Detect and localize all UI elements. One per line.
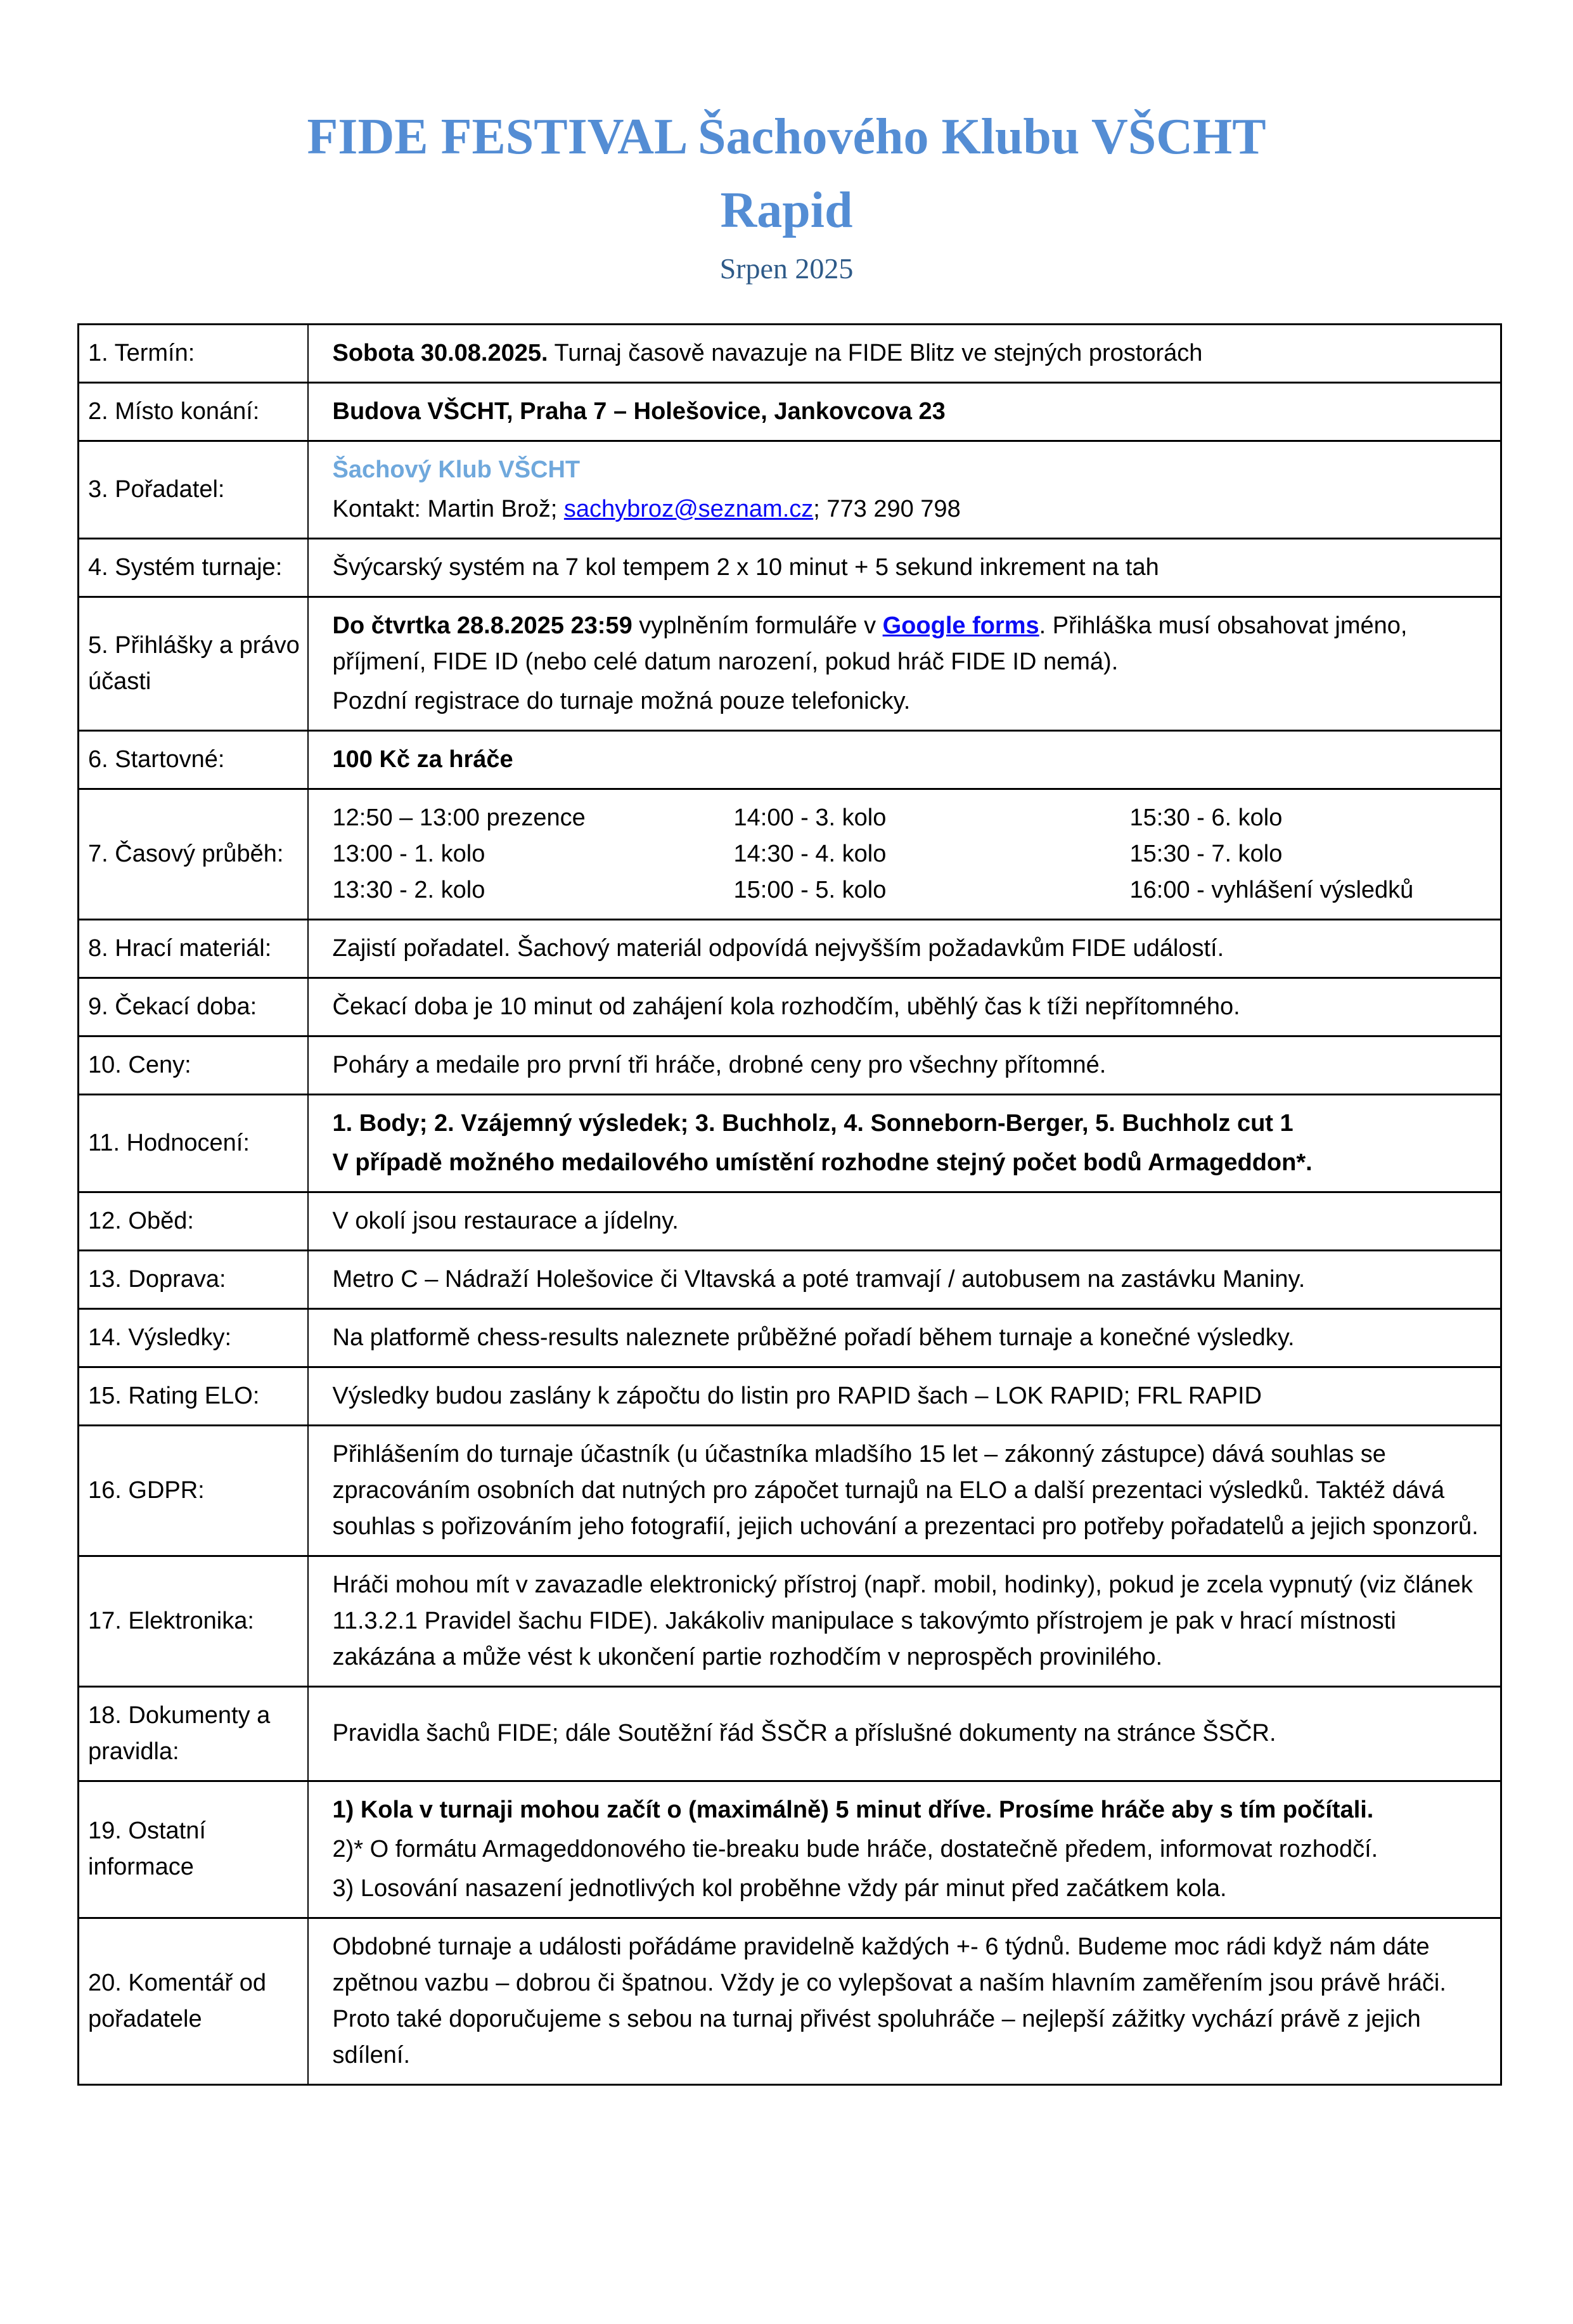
- row-label-startovne: 6. Startovné:: [79, 730, 308, 789]
- table-row-misto-konani: [79, 382, 1501, 441]
- schedule-item: 15:30 - 6. kolo: [1129, 804, 1283, 831]
- table-row-termin: [79, 324, 1501, 382]
- row-value-rating-elo: [308, 1367, 1501, 1425]
- schedule-grid: [333, 800, 1482, 908]
- paragraph: [333, 1929, 1482, 2074]
- paragraph: [333, 394, 1482, 430]
- row-label-vysledky: 14. Výsledky:: [79, 1308, 308, 1367]
- text-segment: 100 Kč za hráče: [332, 746, 513, 773]
- paragraph: [333, 742, 1482, 778]
- row-label-gdpr: 16. GDPR:: [79, 1425, 308, 1556]
- row-value-misto-konani: [308, 382, 1501, 441]
- table-body: [79, 324, 1501, 2084]
- text-segment: 2)* O formátu Armageddonového tie-breaku bude hráče, dostatečně předem, informovat rozhodčí.: [332, 1835, 1378, 1862]
- paragraph: [333, 1047, 1482, 1083]
- text-segment: Zajistí pořadatel. Šachový materiál odpovídá nejvyšším požadavkům FIDE událostí.: [332, 934, 1224, 962]
- text-segment: vyplněním formuláře v: [632, 612, 883, 639]
- row-label-prihlasky: 5. Přihlášky a právo účasti: [79, 597, 308, 730]
- schedule-item: 13:00 - 1. kolo: [332, 840, 485, 867]
- title-line-2: Rapid: [720, 183, 853, 238]
- table-row-cekaci-doba: [79, 978, 1501, 1036]
- row-value-poradatel: [308, 441, 1501, 538]
- row-value-gdpr: [308, 1425, 1501, 1556]
- row-label-system-turnaje: 4. Systém turnaje:: [79, 538, 308, 597]
- row-value-dokumenty: [308, 1686, 1501, 1781]
- paragraph: [333, 1871, 1482, 1907]
- row-value-ceny: [308, 1036, 1501, 1094]
- row-value-vysledky: [308, 1308, 1501, 1367]
- row-label-hodnoceni: 11. Hodnocení:: [79, 1094, 308, 1192]
- row-value-ostatni-informace: [308, 1781, 1501, 1918]
- table-row-gdpr: [79, 1425, 1501, 1556]
- text-segment: . Přihláška musí obsahovat jméno, příjmení, FIDE ID (nebo celé datum narození, pokud hráč FIDE ID nemá).: [332, 612, 1408, 675]
- row-label-hraci-material: 8. Hrací materiál:: [79, 919, 308, 978]
- schedule-column-2: [734, 800, 1130, 908]
- row-label-elektronika: 17. Elektronika:: [79, 1556, 308, 1686]
- schedule-item: 15:00 - 5. kolo: [733, 876, 887, 903]
- text-segment: 1) Kola v turnaji mohou začít o (maximálně) 5 minut dříve. Prosíme hráče aby s tím počítali.: [332, 1796, 1374, 1823]
- table-row-komentar: [79, 1918, 1501, 2084]
- schedule-item: 12:50 – 13:00 prezence: [332, 804, 586, 831]
- text-segment: Budova VŠCHT, Praha 7 – Holešovice, Jankovcova 23: [332, 397, 946, 425]
- paragraph: [333, 550, 1482, 586]
- row-value-cekaci-doba: [308, 978, 1501, 1036]
- text-segment: Do čtvrtka 28.8.2025 23:59: [332, 612, 632, 639]
- text-segment: Obdobné turnaje a události pořádáme pravidelně každých +- 6 týdnů. Budeme moc rádi když nám dáte zpětnou vazbu – dobrou či špatnou. Vždy je co vylepšovat a naším hlavním zaměřením jsou právě hráči. Proto také doporučujeme s sebou na turnaj přivést spoluhráče – nejlepší zážitky vychází právě z jejich sdílení.: [332, 1933, 1446, 2069]
- row-value-casovy-prubeh: [308, 789, 1501, 919]
- paragraph: [333, 989, 1482, 1025]
- schedule-item: 13:30 - 2. kolo: [332, 876, 485, 903]
- text-segment: Čekací doba je 10 minut od zahájení kola rozhodčím, uběhlý čas k tíži nepřítomného.: [332, 993, 1240, 1020]
- table-row-dokumenty: [79, 1686, 1501, 1781]
- paragraph: [333, 1320, 1482, 1356]
- table-row-rating-elo: [79, 1367, 1501, 1425]
- row-value-elektronika: [308, 1556, 1501, 1686]
- paragraph: [333, 683, 1482, 720]
- row-label-komentar: 20. Komentář od pořadatele: [79, 1918, 308, 2084]
- table-row-vysledky: [79, 1308, 1501, 1367]
- text-segment: 3) Losování nasazení jednotlivých kol proběhne vždy pár minut před začátkem kola.: [332, 1875, 1227, 1902]
- table-row-elektronika: [79, 1556, 1501, 1686]
- row-value-hodnoceni: [308, 1094, 1501, 1192]
- club-name: Šachový Klub VŠCHT: [332, 456, 581, 483]
- text-segment: Kontakt: Martin Brož;: [332, 495, 564, 522]
- schedule-item: 16:00 - vyhlášení výsledků: [1129, 876, 1414, 903]
- document-page: [0, 100, 1573, 2324]
- text-segment: Hráči mohou mít v zavazadle elektronický přístroj (např. mobil, hodinky), pokud je zcela vypnutý (viz článek 11.3.2.1 Pravidel šachu FIDE). Jakákoliv manipulace s takovýmto přístrojem je pak v hrací místnosti zakázána a může vést k ukončení partie rozhodčím v neprospěch provinilého.: [332, 1571, 1473, 1670]
- text-segment: Metro C – Nádraží Holešovice či Vltavská a poté tramvají / autobusem na zastávku Maniny.: [332, 1265, 1306, 1293]
- row-label-dokumenty: 18. Dokumenty a pravidla:: [79, 1686, 308, 1781]
- row-label-ceny: 10. Ceny:: [79, 1036, 308, 1094]
- paragraph: [333, 1262, 1482, 1298]
- table-row-hodnoceni: [79, 1094, 1501, 1192]
- row-value-obed: [308, 1192, 1501, 1250]
- text-segment: Poháry a medaile pro první tři hráče, drobné ceny pro všechny přítomné.: [332, 1051, 1107, 1078]
- row-label-doprava: 13. Doprava:: [79, 1250, 308, 1308]
- paragraph: [333, 1831, 1482, 1868]
- table-row-ostatni-informace: [79, 1781, 1501, 1918]
- table-row-ceny: [79, 1036, 1501, 1094]
- text-segment: V okolí jsou restaurace a jídelny.: [332, 1207, 679, 1234]
- google-forms-link[interactable]: Google forms: [882, 612, 1039, 639]
- document-subtitle: Srpen 2025: [719, 252, 854, 285]
- row-label-poradatel: 3. Pořadatel:: [79, 441, 308, 538]
- paragraph: [333, 1436, 1482, 1545]
- paragraph: [333, 1106, 1482, 1142]
- paragraph: [333, 608, 1482, 680]
- row-label-casovy-prubeh: 7. Časový průběh:: [79, 789, 308, 919]
- paragraph: [333, 452, 1482, 488]
- text-segment: Na platformě chess-results naleznete průběžné pořadí během turnaje a konečné výsledky.: [332, 1324, 1295, 1351]
- text-segment: Výsledky budou zaslány k zápočtu do listin pro RAPID šach – LOK RAPID; FRL RAPID: [332, 1382, 1262, 1409]
- paragraph: [333, 335, 1482, 371]
- text-segment: 1. Body; 2. Vzájemný výsledek; 3. Buchholz, 4. Sonneborn-Berger, 5. Buchholz cut 1: [332, 1109, 1294, 1137]
- text-segment: Švýcarský systém na 7 kol tempem 2 x 10 minut + 5 sekund inkrement na tah: [332, 553, 1159, 581]
- row-value-termin: [308, 324, 1501, 382]
- paragraph: [333, 1203, 1482, 1239]
- row-label-ostatni-informace: 19. Ostatní informace: [79, 1781, 308, 1918]
- row-value-system-turnaje: [308, 538, 1501, 597]
- title-line-1: FIDE FESTIVAL Šachového Klubu VŠCHT: [307, 109, 1266, 165]
- row-label-rating-elo: 15. Rating ELO:: [79, 1367, 308, 1425]
- paragraph: [333, 1145, 1482, 1181]
- row-label-obed: 12. Oběd:: [79, 1192, 308, 1250]
- schedule-column-1: [333, 800, 734, 908]
- email-link[interactable]: sachybroz@seznam.cz: [563, 495, 814, 522]
- schedule-item: 15:30 - 7. kolo: [1129, 840, 1283, 867]
- table-row-casovy-prubeh: [79, 789, 1501, 919]
- text-segment: Turnaj časově navazuje na FIDE Blitz ve stejných prostorách: [548, 339, 1203, 366]
- table-row-hraci-material: [79, 919, 1501, 978]
- paragraph: [333, 1567, 1482, 1675]
- tournament-info-table: [77, 323, 1502, 2086]
- paragraph: [333, 1715, 1482, 1752]
- table-row-obed: [79, 1192, 1501, 1250]
- schedule-item: 14:30 - 4. kolo: [733, 840, 887, 867]
- paragraph: [333, 1378, 1482, 1414]
- schedule-column-3: [1130, 800, 1482, 908]
- row-value-hraci-material: [308, 919, 1501, 978]
- row-value-komentar: [308, 1918, 1501, 2084]
- paragraph: [333, 491, 1482, 527]
- row-value-startovne: [308, 730, 1501, 789]
- row-value-prihlasky: [308, 597, 1501, 730]
- table-row-doprava: [79, 1250, 1501, 1308]
- row-label-misto-konani: 2. Místo konání:: [79, 382, 308, 441]
- paragraph: [333, 931, 1482, 967]
- table-row-poradatel: [79, 441, 1501, 538]
- text-segment: Přihlášením do turnaje účastník (u účastníka mladšího 15 let – zákonný zástupce) dává souhlas se zpracováním osobních dat nutných pro zápočet turnajů na ELO a další prezentaci výsledků. Taktéž dává souhlas s pořizováním jeho fotografií, jejich uchování a prezentaci pro potřeby pořadatelů a jejich sponzorů.: [332, 1440, 1479, 1540]
- table-row-startovne: [79, 730, 1501, 789]
- text-segment: Pozdní registrace do turnaje možná pouze telefonicky.: [332, 687, 911, 714]
- table-row-system-turnaje: [79, 538, 1501, 597]
- row-label-cekaci-doba: 9. Čekací doba:: [79, 978, 308, 1036]
- text-segment: Sobota 30.08.2025.: [332, 339, 548, 366]
- table-row-prihlasky: [79, 597, 1501, 730]
- paragraph: [333, 1792, 1482, 1828]
- text-segment: ; 773 290 798: [813, 495, 961, 522]
- row-value-doprava: [308, 1250, 1501, 1308]
- document-title: [0, 100, 1573, 247]
- text-segment: V případě možného medailového umístění rozhodne stejný počet bodů Armageddon*.: [332, 1149, 1313, 1176]
- schedule-item: 14:00 - 3. kolo: [733, 804, 887, 831]
- row-label-termin: 1. Termín:: [79, 324, 308, 382]
- text-segment: Pravidla šachů FIDE; dále Soutěžní řád ŠSČR a příslušné dokumenty na stránce ŠSČR.: [332, 1720, 1276, 1747]
